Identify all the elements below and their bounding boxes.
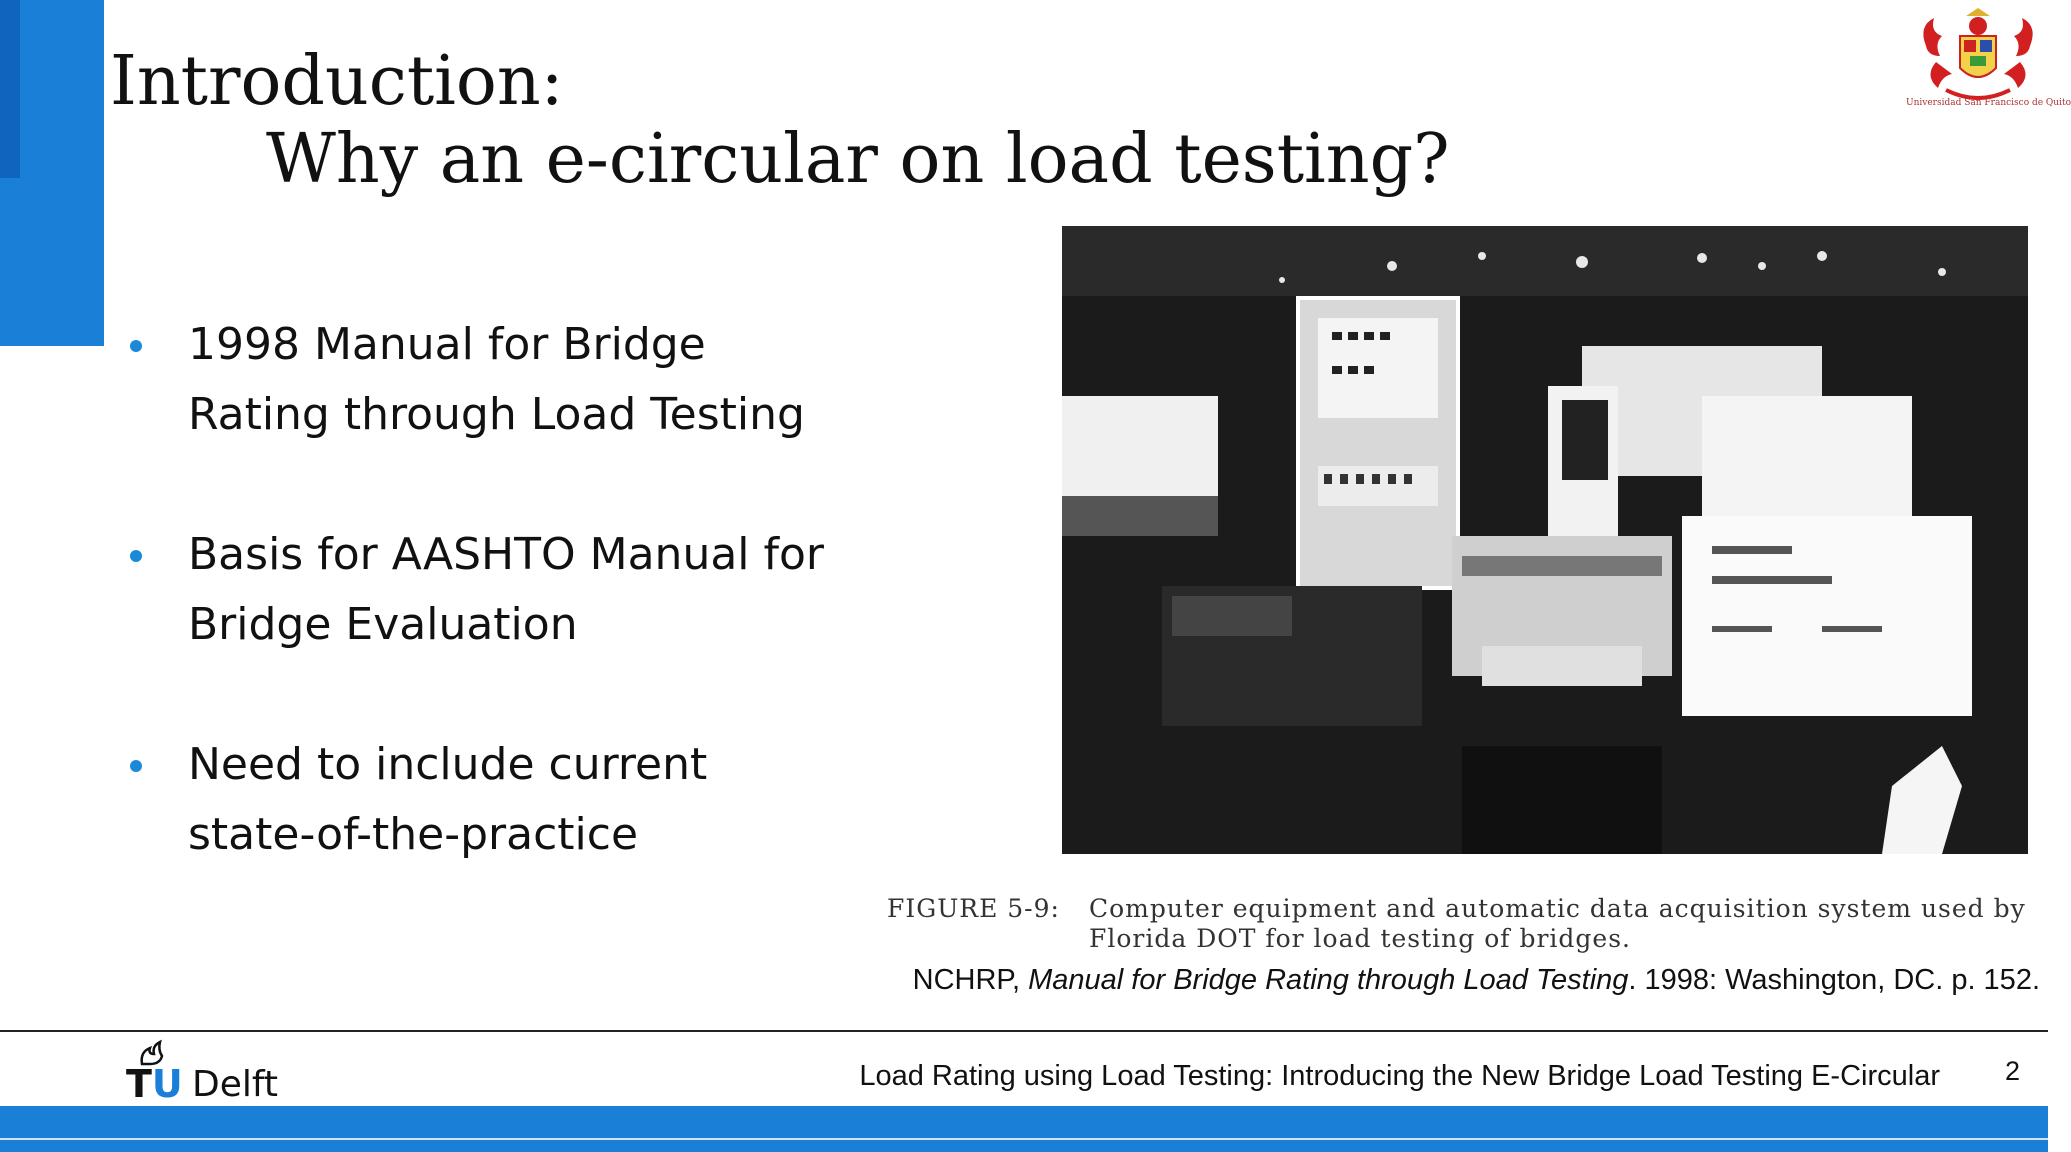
logo-delft: Delft [192,1064,279,1105]
bullet-item [128,520,848,660]
lab-equipment-photo [1062,226,2028,854]
citation-prefix: NCHRP, [912,964,1029,996]
tudelft-logo [124,1040,279,1106]
bullet-dot-icon [130,340,142,352]
logo-tu: TU [126,1062,183,1106]
bullet-dot-icon [130,760,142,772]
bullet-list [128,310,848,940]
slide-title: Introduction: [110,42,564,121]
bullet-text: Basis for AASHTO Manual for Bridge Evaluation [188,529,825,650]
figure-caption-text: Computer equipment and automatic data acquisition system used by Florida DOT for load testing of bridges. [1089,894,2026,953]
citation-suffix: . 1998: Washington, DC. p. 152. [1628,964,2040,996]
left-accent-bar [0,0,104,346]
citation [913,964,2040,997]
slide-subtitle: Why an e-circular on load testing? [266,120,1450,199]
bullet-dot-icon [130,550,142,562]
bullet-item [128,310,848,450]
crest-caption: Universidad San Francisco de Quito [1906,98,2071,108]
bullet-text: Need to include current state-of-the-practice [188,739,708,860]
figure-label: FIGURE 5-9: [887,894,1060,923]
bullet-item [128,730,848,870]
bottom-band-line [0,1138,2048,1140]
left-accent-bar-dark [0,0,20,178]
citation-title: Manual for Bridge Rating through Load Testing [1028,964,1629,996]
page-number: 2 [2004,1056,2020,1086]
footer-divider [0,1030,2048,1032]
footer-title: Load Rating using Load Testing: Introducing the New Bridge Load Testing E-Circular [859,1060,1940,1092]
bottom-accent-band [0,1106,2048,1152]
bullet-text: 1998 Manual for Bridge Rating through Load Testing [188,319,805,440]
